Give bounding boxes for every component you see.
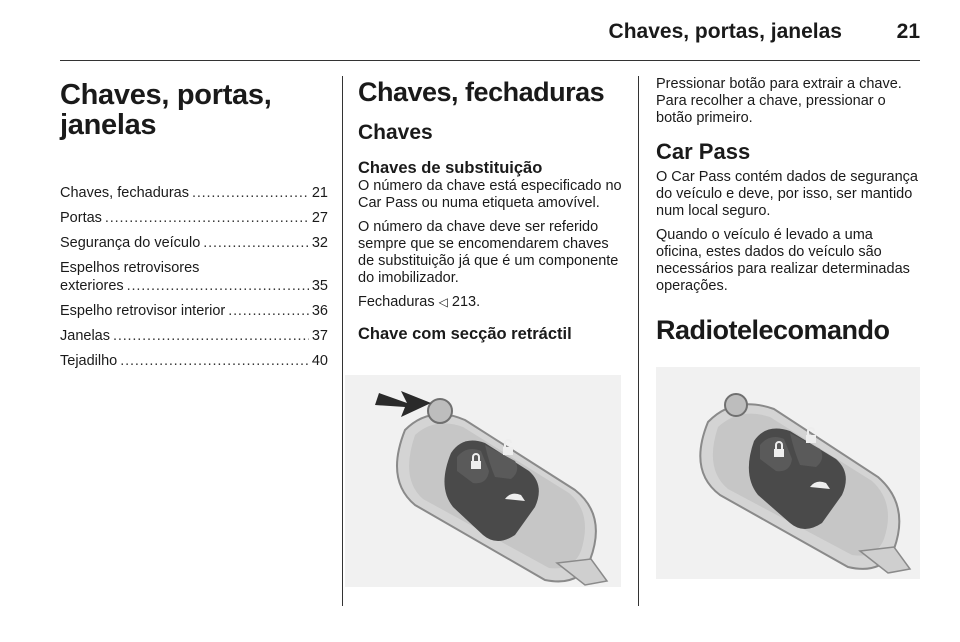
toc-entry[interactable]: Janelas . . . 37: [60, 327, 328, 345]
toc-entry[interactable]: Espelhos retrovisores exteriores . . . 35: [60, 259, 328, 295]
column-divider-1: [342, 76, 343, 606]
toc-entry[interactable]: Segurança do veículo . . . 32: [60, 234, 328, 252]
topic-heading: Chave com secção retráctil: [358, 325, 572, 343]
unlock-icon: [806, 435, 816, 443]
section-heading: Radiotelecomando: [656, 315, 890, 345]
table-of-contents: [60, 184, 328, 370]
section-heading: Chaves, fechaduras: [358, 77, 605, 107]
topic-heading: Chaves de substituição: [358, 159, 543, 177]
subsection-heading: Car Pass: [656, 139, 751, 164]
paragraph: Pressionar botão para extrair a chave. Para recolher a chave, pressionar o botão primeiro.: [656, 76, 902, 126]
paragraph: O Car Pass contém dados de segurança do veículo e deve, por isso, ser mantido num local seguro.: [656, 169, 918, 219]
page-reference-arrow-icon: ◁: [438, 295, 448, 309]
running-header-title: Chaves, portas, janelas: [608, 20, 842, 43]
header-rule: [60, 60, 920, 61]
toc-entry[interactable]: Chaves, fechaduras . . . 21: [60, 184, 328, 202]
remote-control-illustration: [656, 367, 920, 579]
toc-entry[interactable]: Espelho retrovisor interior . . . 36: [60, 302, 328, 320]
column-divider-2: [638, 76, 639, 606]
content-column-keys: [358, 72, 624, 354]
key-illustration-with-arrow: [345, 375, 621, 587]
lock-icon: [471, 461, 481, 469]
chapter-column: [60, 72, 328, 377]
lock-icon: [774, 449, 784, 457]
paragraph: Quando o veículo é levado a uma oficina, estes dados do veículo são necessários para realizar determinadas operações.: [656, 227, 910, 294]
page-number: 21: [896, 20, 920, 43]
chapter-title: Chaves, portas, janelas: [60, 79, 272, 141]
page-header: [0, 0, 960, 62]
paragraph: O número da chave deve ser referido sempre que se encomendarem chaves de substituição já que é um componente do imobilizador.: [358, 219, 619, 286]
cross-reference: Fechaduras ◁ 213.: [358, 294, 481, 310]
subsection-heading: Chaves: [358, 121, 433, 144]
toc-entry[interactable]: Portas . . . 27: [60, 209, 328, 227]
toc-entry[interactable]: Tejadilho . . . 40: [60, 352, 328, 370]
content-column-carpass: [656, 72, 922, 356]
paragraph: O número da chave está especificado no Car Pass ou numa etiqueta amovível.: [358, 178, 622, 211]
